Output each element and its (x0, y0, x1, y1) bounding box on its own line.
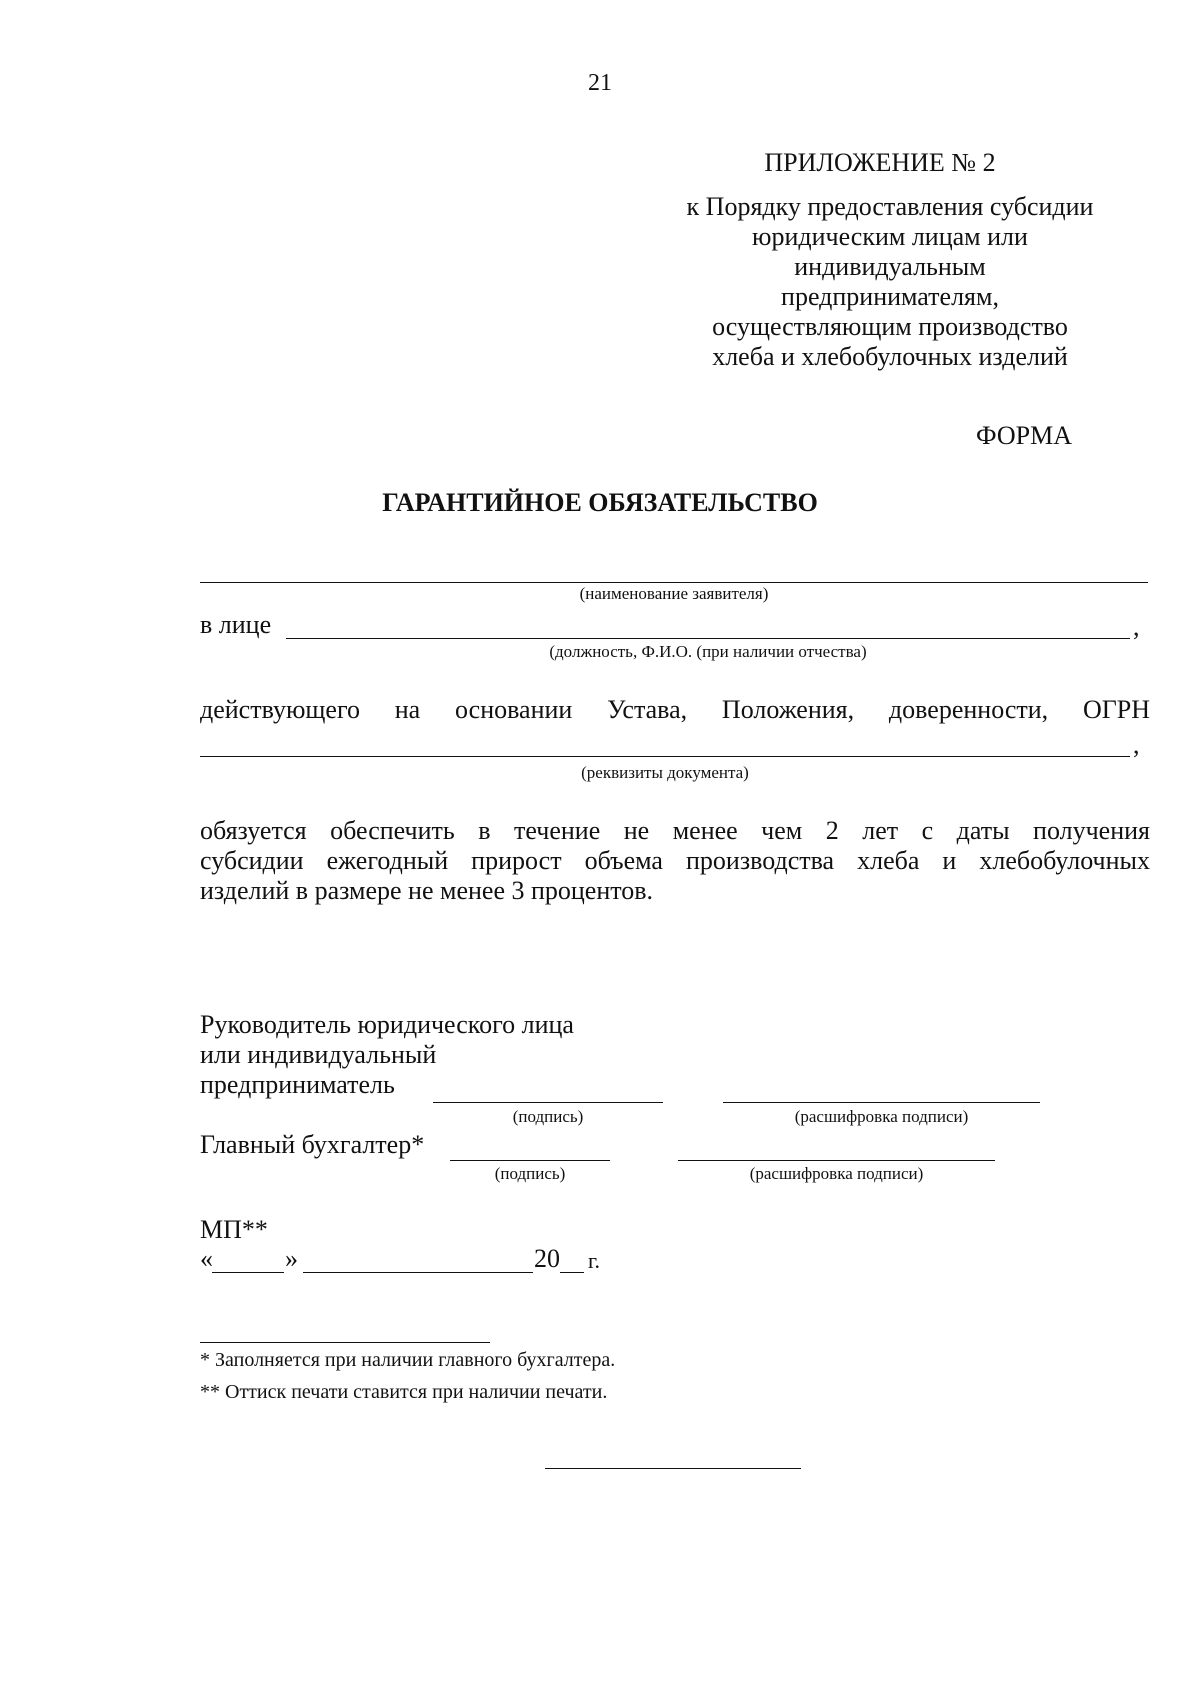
head-label-line: Руководитель юридического лица (200, 1010, 574, 1039)
date-close-quote: » (285, 1244, 298, 1273)
accountant-signature-caption: (подпись) (494, 1164, 566, 1183)
head-label-line: или индивидуальный (200, 1040, 437, 1069)
basis-text: действующего на основании Устава, Положения, доверенности, ОГРН (200, 695, 1150, 724)
obligation-line: изделий в размере не менее 3 процентов. (200, 876, 654, 905)
appendix-line: юридическим лицам или (752, 222, 1028, 251)
appendix-line: индивидуальным (794, 252, 986, 281)
date-day-field[interactable] (212, 1272, 284, 1273)
footnote-separator (200, 1342, 490, 1343)
appendix-line: предпринимателям, (781, 282, 999, 311)
appendix-title: ПРИЛОЖЕНИЕ № 2 (764, 148, 996, 177)
date-suffix: г. (588, 1248, 601, 1273)
date-month-field[interactable] (303, 1272, 533, 1273)
date-open-quote: « (200, 1244, 213, 1273)
accountant-decryption-field[interactable] (678, 1160, 995, 1161)
head-decryption-caption: (расшифровка подписи) (794, 1107, 969, 1126)
footnote-stamp: ** Оттиск печати ставится при наличии печати. (200, 1381, 608, 1403)
represented-by-label: в лице (200, 610, 272, 639)
position-name-field[interactable] (286, 638, 1130, 639)
line-comma: , (1133, 612, 1140, 641)
position-caption: (должность, Ф.И.О. (при наличии отчества) (549, 642, 867, 661)
accountant-decryption-caption: (расшифровка подписи) (749, 1164, 924, 1183)
document-details-field[interactable] (200, 756, 1130, 757)
applicant-caption: (наименование заявителя) (579, 584, 769, 603)
accountant-label: Главный бухгалтер* (200, 1130, 425, 1159)
appendix-line: осуществляющим производство (712, 312, 1068, 341)
head-decryption-field[interactable] (723, 1102, 1040, 1103)
obligation-text (200, 816, 1150, 906)
line-comma: , (1133, 730, 1140, 759)
appendix-line: хлеба и хлебобулочных изделий (712, 342, 1068, 371)
head-signature-caption: (подпись) (512, 1107, 584, 1126)
page-number: 21 (588, 70, 612, 96)
document-details-caption: (реквизиты документа) (581, 763, 749, 782)
closing-divider (545, 1468, 801, 1469)
accountant-signature-field[interactable] (450, 1160, 610, 1161)
obligation-line: обязуется обеспечить в течение не менее чем 2 лет с даты получения (200, 816, 1150, 845)
date-year-prefix: 20 (534, 1244, 560, 1273)
obligation-line: субсидии ежегодный прирост объема производства хлеба и хлебобулочных (200, 846, 1150, 875)
stamp-label: МП** (200, 1215, 268, 1244)
applicant-name-field[interactable] (200, 582, 1148, 583)
date-year-field[interactable] (560, 1272, 584, 1273)
appendix-reference (650, 192, 1130, 372)
head-label (200, 1010, 574, 1100)
document-title: ГАРАНТИЙНОЕ ОБЯЗАТЕЛЬСТВО (382, 488, 818, 517)
footnote-accountant: * Заполняется при наличии главного бухгалтера. (200, 1349, 616, 1371)
head-signature-field[interactable] (433, 1102, 663, 1103)
head-label-line: предприниматель (200, 1070, 395, 1099)
appendix-line: к Порядку предоставления субсидии (686, 192, 1094, 221)
form-label: ФОРМА (976, 421, 1072, 450)
